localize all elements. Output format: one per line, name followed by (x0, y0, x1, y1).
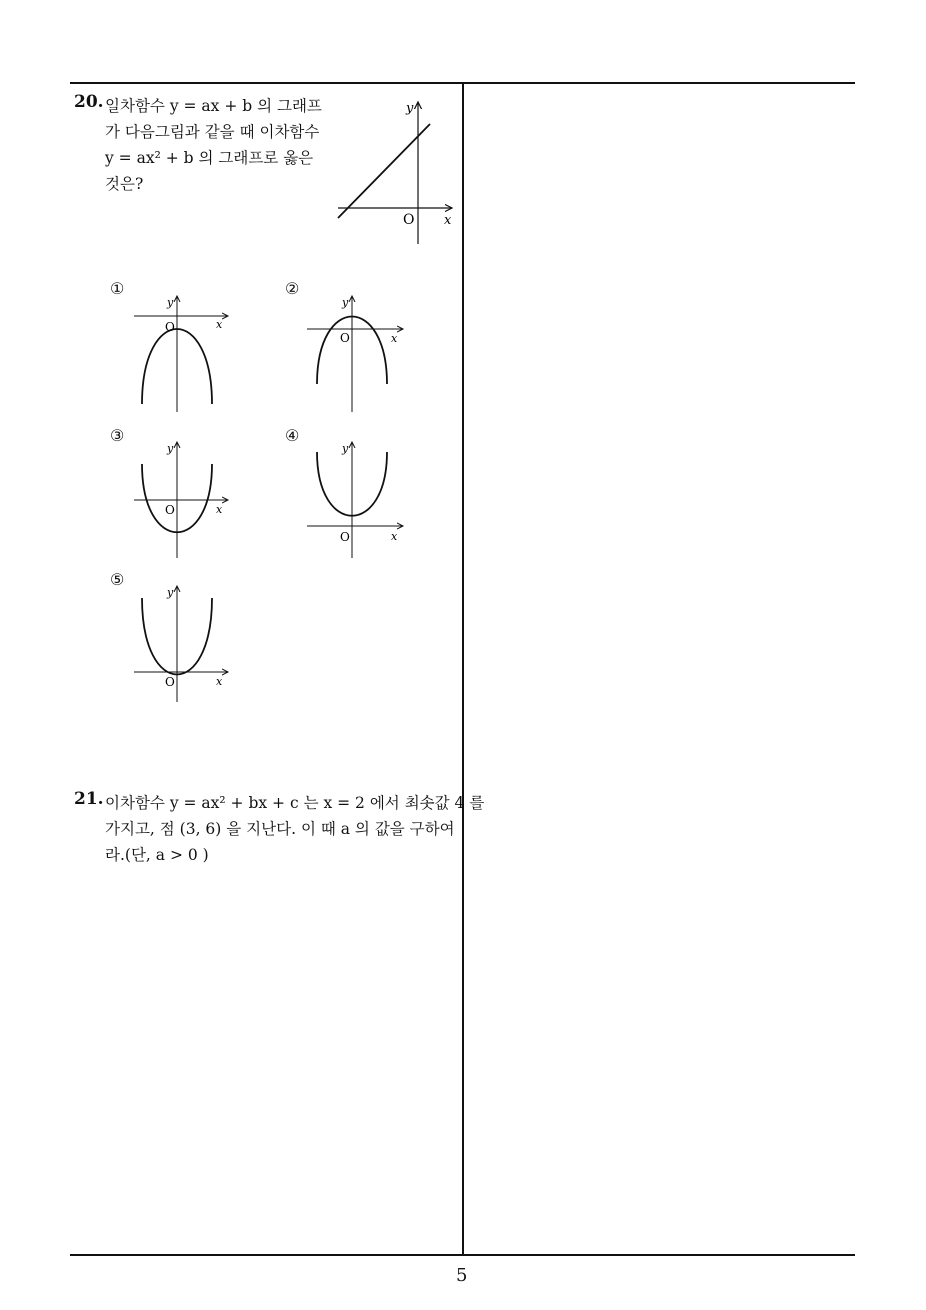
q20-linear-graph (330, 98, 460, 248)
y-axis-label: y (167, 586, 174, 599)
q20-line-4: 것은? (105, 175, 144, 193)
y-axis-label: y (406, 101, 414, 116)
choice-2-graph[interactable] (303, 294, 413, 414)
linear-function-line (338, 124, 430, 218)
x-axis-label: x (216, 675, 223, 688)
q21-number: 21. (74, 789, 104, 809)
q21-line-3: 라.(단, a > 0 ) (105, 846, 209, 864)
q20-line-3: y = ax² + b 의 그래프로 옳은 (105, 149, 314, 167)
choice-2-label[interactable]: ② (285, 279, 300, 298)
choice-5-graph[interactable] (128, 584, 238, 704)
q21-line-2: 가지고, 점 (3, 6) 을 지난다. 이 때 a 의 값을 구하여 (105, 820, 455, 838)
origin-label: O (165, 503, 175, 517)
origin-label: O (165, 675, 175, 689)
origin-label: O (403, 212, 415, 228)
choice-5-label[interactable]: ⑤ (110, 570, 125, 589)
bottom-rule (70, 1254, 855, 1256)
y-axis-label: y (167, 296, 174, 309)
origin-label: O (340, 530, 350, 544)
page-number: 5 (456, 1265, 468, 1286)
choice-3-label[interactable]: ③ (110, 426, 125, 445)
choice-1-label[interactable]: ① (110, 279, 125, 298)
q20-line-2: 가 다음그림과 같을 때 이차함수 (105, 123, 320, 141)
choice-3-graph[interactable] (128, 440, 238, 560)
x-axis-label: x (391, 530, 398, 543)
y-axis-label: y (342, 296, 349, 309)
choice-4-label[interactable]: ④ (285, 426, 300, 445)
y-axis-label: y (167, 442, 174, 455)
x-axis-label: x (444, 213, 452, 228)
origin-label: O (340, 331, 350, 345)
x-axis-label: x (391, 332, 398, 345)
column-divider (462, 82, 464, 1256)
choice-1-graph[interactable] (128, 294, 238, 414)
q20-line-1: 일차함수 y = ax + b 의 그래프 (105, 97, 322, 115)
choice-4-graph[interactable] (303, 440, 413, 560)
x-axis-label: x (216, 318, 223, 331)
origin-label: O (165, 320, 175, 334)
q21-line-1: 이차함수 y = ax² + bx + c 는 x = 2 에서 최솟값 4 를 (105, 794, 485, 812)
q20-number: 20. (74, 92, 104, 112)
x-axis-label: x (216, 503, 223, 516)
y-axis-label: y (342, 442, 349, 455)
